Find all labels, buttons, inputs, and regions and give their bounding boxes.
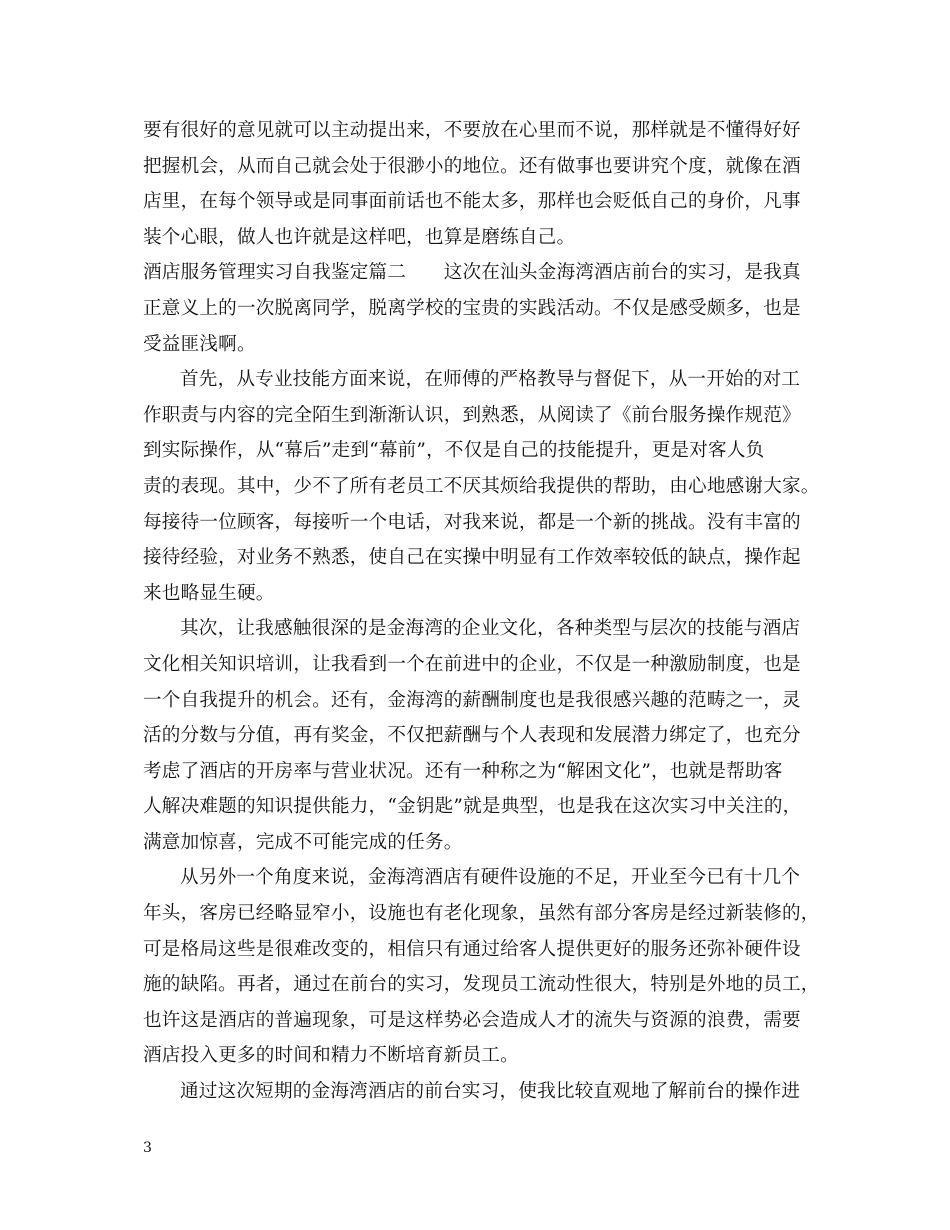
text-line: 可是格局这些是很难改变的，相信只有通过给客人提供更好的服务还弥补硬件设 [143, 938, 801, 960]
text-line: 把握机会，从而自己就会处于很渺小的地位。还有做事也要讲究个度，就像在酒 [143, 155, 801, 177]
text-line: 装个心眼，做人也许就是这样吧，也算是磨练自己。 [143, 226, 576, 248]
text-line: 其次，让我感触很深的是金海湾的企业文化，各种类型与层次的技能与酒店 [180, 618, 801, 640]
text-line: 从另外一个角度来说，金海湾酒店有硬件设施的不足，开业至今已有十几个 [180, 867, 801, 889]
text-line: 人解决难题的知识提供能力，“金钥匙”就是典型，也是我在这次实习中关注的， [143, 796, 802, 818]
text-line: 酒店投入更多的时间和精力不断培育新员工。 [143, 1045, 519, 1067]
document-body [143, 113, 823, 1110]
text-line: 受益匪浅啊。 [143, 333, 256, 355]
text-line: 作职责与内容的完全陌生到渐渐认识，到熟悉，从阅读了《前台服务操作规范》 [143, 404, 801, 426]
text-line: 也许这是酒店的普遍现象，可是这样势必会造成人才的流失与资源的浪费，需要 [143, 1009, 801, 1031]
text-line: 活的分数与分值，再有奖金，不仅把薪酬与个人表现和发展潜力绑定了，也充分 [143, 725, 801, 747]
text-line: 一个自我提升的机会。还有，金海湾的薪酬制度也是我很感兴趣的范畴之一，灵 [143, 689, 801, 711]
text-line: 每接待一位顾客，每接听一个电话，对我来说，都是一个新的挑战。没有丰富的 [143, 511, 801, 533]
text-line: 酒店服务管理实习自我鉴定篇二 这次在汕头金海湾酒店前台的实习，是我真 [143, 262, 801, 284]
text-line: 文化相关知识培训，让我看到一个在前进中的企业，不仅是一种激励制度，也是 [143, 653, 801, 675]
text-line: 来也略显生硬。 [143, 582, 275, 604]
text-line: 店里，在每个领导或是同事面前话也不能太多，那样也会贬低自己的身价，凡事 [143, 191, 801, 213]
text-line: 满意加惊喜，完成不可能完成的任务。 [143, 831, 463, 853]
text-line: 责的表现。其中，少不了所有老员工不厌其烦给我提供的帮助，由心地感谢大家。 [143, 475, 820, 497]
text-line: 正意义上的一次脱离同学，脱离学校的宝贵的实践活动。不仅是感受颇多，也是 [143, 297, 801, 319]
text-line: 要有很好的意见就可以主动提出来，不要放在心里而不说，那样就是不懂得好好 [143, 120, 801, 141]
text-line: 接待经验，对业务不熟悉，使自己在实操中明显有工作效率较低的缺点，操作起 [143, 547, 801, 569]
text-line: 施的缺陷。再者，通过在前台的实习，发现员工流动性很大，特别是外地的员工， [143, 974, 820, 996]
text-line: 年头，客房已经略显窄小，设施也有老化现象，虽然有部分客房是经过新装修的， [143, 903, 820, 925]
text-line: 到实际操作，从“幕后”走到“幕前”，不仅是自己的技能提升，更是对客人负 [143, 440, 765, 462]
page-number: 3 [143, 1140, 152, 1156]
text-line: 考虑了酒店的开房率与营业状况。还有一种称之为“解困文化”，也就是帮助客 [143, 760, 783, 782]
text-line: 首先，从专业技能方面来说，在师傅的严格教导与督促下，从一开始的对工 [180, 369, 801, 391]
text-line: 通过这次短期的金海湾酒店的前台实习，使我比较直观地了解前台的操作进 [180, 1081, 801, 1103]
